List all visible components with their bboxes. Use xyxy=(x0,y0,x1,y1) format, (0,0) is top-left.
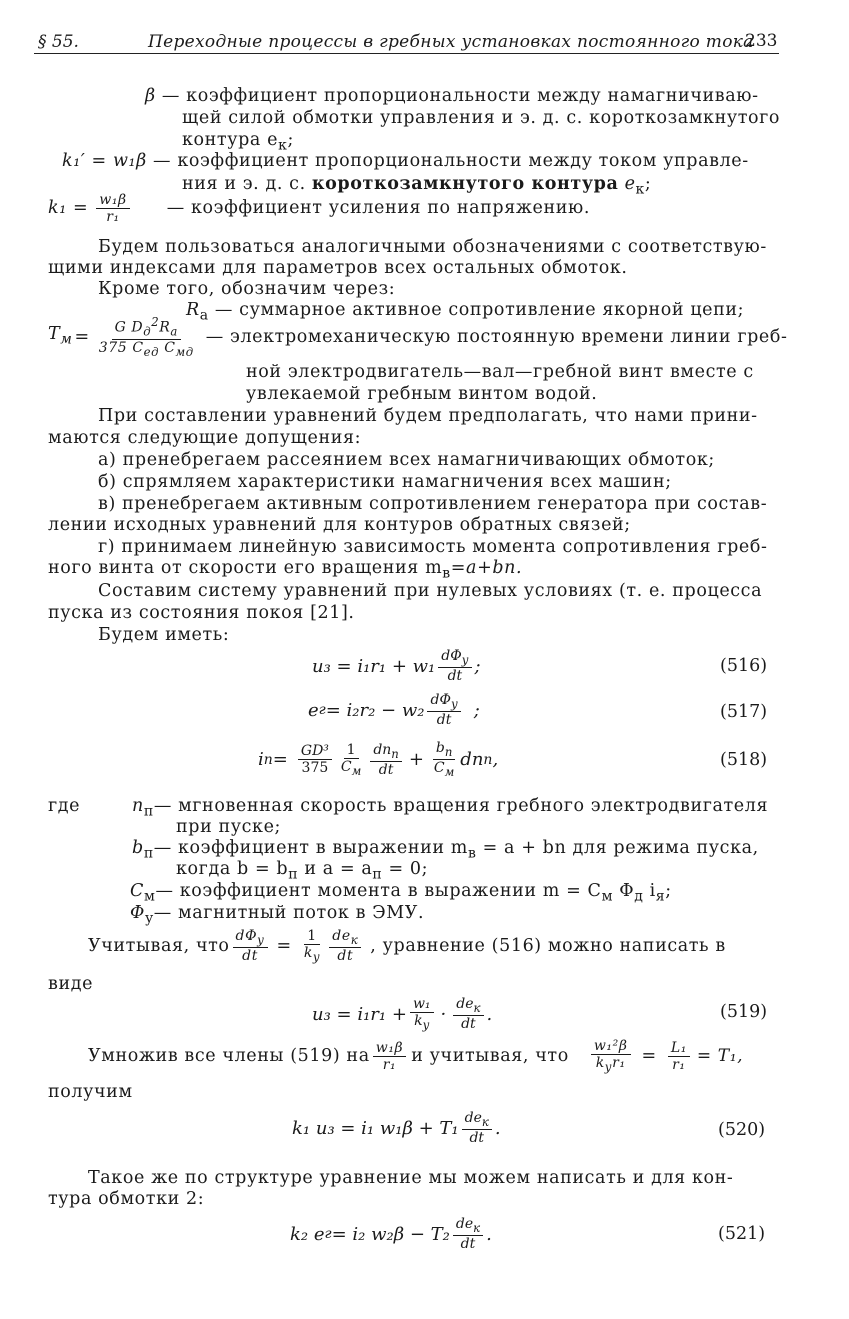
para-6-line-1: Такое же по структуре уравнение мы можем написать и для кон- xyxy=(88,1168,734,1188)
def-beta-symbol: β — xyxy=(145,86,180,106)
def-tm-line-2: ной электродвигатель—вал—гребной винт вместе с xyxy=(246,362,754,382)
equation-520: k₁ u₃ = i₁ w₁β + T₁ $\frac{de_к}{dt}$ . xyxy=(292,1110,501,1147)
para-3-line-3: Будем иметь: xyxy=(98,625,230,645)
para-5-line-2: получим xyxy=(48,1082,133,1102)
where-n: $n_п—$ мгновенная скорость вращения гребного электродвигателя xyxy=(132,796,769,820)
header-rule xyxy=(34,53,779,54)
para-3-line-1: Составим систему уравнений при нулевых условиях (т. е. процесса xyxy=(98,581,763,601)
where-b-line-2: когда $b = b_п$ и $a = a_п = 0$; xyxy=(176,859,429,883)
equation-518: i п = $\frac{\text{GD³}}{375}$ $\frac{1}{C_м}$ $\frac{dn_п}{dt}$ + $\frac{b_п}{C_м}$ dn п , xyxy=(258,740,499,780)
section-number: § 55. xyxy=(38,32,79,52)
equation-number-517: (517) xyxy=(720,702,768,722)
where-b: $b_п—$ коэффициент в выражении $m_в = a$ + bn для режима пуска, xyxy=(132,838,759,862)
where-c: $C_м—$ коэффициент момента в выражении $m = C_м$ $\Phi_д$ $i_я$; xyxy=(130,881,672,905)
para-1-line-1: Будем пользоваться аналогичными обозначениями с соответствую- xyxy=(98,237,767,257)
where-phi: $\Phi_у—$ магнитный поток в ЭМУ. xyxy=(130,903,425,927)
assumption-a: а) пренебрегаем рассеянием всех намагничивающих обмоток; xyxy=(98,450,715,470)
def-k1prime xyxy=(62,151,749,172)
def-beta-text-1: коэффициент пропорциональности между намагничиваю- xyxy=(186,86,759,106)
equation-516: u₃ = i₁r₁ + w₁ $\frac{d\Phi_у}{dt}$ ; xyxy=(312,648,481,685)
para-2-line-1: Кроме того, обозначим через: xyxy=(98,279,396,299)
equation-number-519: (519) xyxy=(720,1002,768,1022)
def-k1 xyxy=(48,192,590,225)
def-k1prime-line-2: ния и э. д. с. короткозамкнутого контура $e_к$; xyxy=(182,174,652,198)
equation-number-520: (520) xyxy=(718,1120,766,1140)
assumption-c-1: в) пренебрегаем активным сопротивлением генератора при состав- xyxy=(98,494,768,514)
assumption-d-1: г) принимаем линейную зависимость момента сопротивления греб- xyxy=(98,537,768,557)
running-title: Переходные процессы в гребных установках постоянного тока xyxy=(148,32,754,52)
def-tm-line-3: увлекаемой гребным винтом водой. xyxy=(246,384,598,404)
para-5-line-1: Умножив все члены (519) на $\frac{\text{w₁β}}{\text{r₁}}$ и учитывая, что $\frac{\text{w₁²β}}{k_уr_1}$ = $\frac{\text{L₁}}{\text{r₁}}$ = T₁, xyxy=(88,1038,744,1074)
def-k1-symbol: k₁ = xyxy=(48,198,89,219)
assumption-c-2: лении исходных уравнений для контуров обратных связей; xyxy=(48,515,631,535)
def-beta-line-3: контура $e_к$; xyxy=(182,130,294,154)
def-beta-line-2: щей силой обмотки управления и э. д. с. короткозамкнутого xyxy=(182,108,781,128)
def-tm: $T_м$ = $\frac{G D_д^2R_a}{375 C_{ед} C_{мд}}$ — электромеханическую постоянную времени линии греб- xyxy=(48,315,788,359)
equation-number-518: (518) xyxy=(720,750,768,770)
where-label: где xyxy=(48,796,81,816)
def-k1prime-symbol: k₁′ = w₁β — xyxy=(62,151,172,171)
para-4-line-1: Учитывая, что $\frac{d\Phi_у}{dt}$ = $\frac{1}{k_у}$ $\frac{de_к}{dt}$ , уравнение (516) можно написать в xyxy=(88,928,726,965)
assumptions-intro-2: маются следующие допущения: xyxy=(48,428,362,448)
def-ra: $R_a$ — суммарное активное сопротивление якорной цепи; xyxy=(186,300,745,324)
equation-number-516: (516) xyxy=(720,656,768,676)
def-beta xyxy=(145,86,759,107)
para-6-line-2: тура обмотки 2: xyxy=(48,1189,205,1209)
equation-521: k₂ e г = i₂ w₂β − T₂ $\frac{de_к}{dt}$ . xyxy=(290,1216,492,1253)
equation-517: e г = i₂r₂ − w₂ $\frac{d\Phi_у}{dt}$ ; xyxy=(308,692,480,729)
def-tm-fraction: $\frac{G D_д^2R_a}{375 C_{ед} C_{мд}}$ xyxy=(98,315,194,359)
assumption-d-2: ного винта от скорости его вращения $m_в=a+bn$. xyxy=(48,558,523,582)
def-k1-fraction: $\frac{\text{w₁β}}{\text{r₁}}$ xyxy=(96,192,130,225)
equation-number-521: (521) xyxy=(718,1224,766,1244)
para-4-line-2: виде xyxy=(48,974,94,994)
para-1-line-2: щими индексами для параметров всех остальных обмоток. xyxy=(48,258,628,278)
def-k1prime-text-1: коэффициент пропорциональности между током управле- xyxy=(177,151,749,171)
equation-519: u₃ = i₁r₁ + $\frac{\text{w₁}}{k_у}$ · $\frac{de_к}{dt}$ . xyxy=(312,996,493,1033)
assumption-b: б) спрямляем характеристики намагничения всех машин; xyxy=(98,472,672,492)
where-n-line-2: при пуске; xyxy=(176,817,282,837)
page-number: 233 xyxy=(745,31,778,51)
para-3-line-2: пуска из состояния покоя [21]. xyxy=(48,603,355,623)
assumptions-intro-1: При составлении уравнений будем предполагать, что нами прини- xyxy=(98,406,758,426)
def-k1-text: — коэффициент усиления по напряжению. xyxy=(166,198,591,219)
